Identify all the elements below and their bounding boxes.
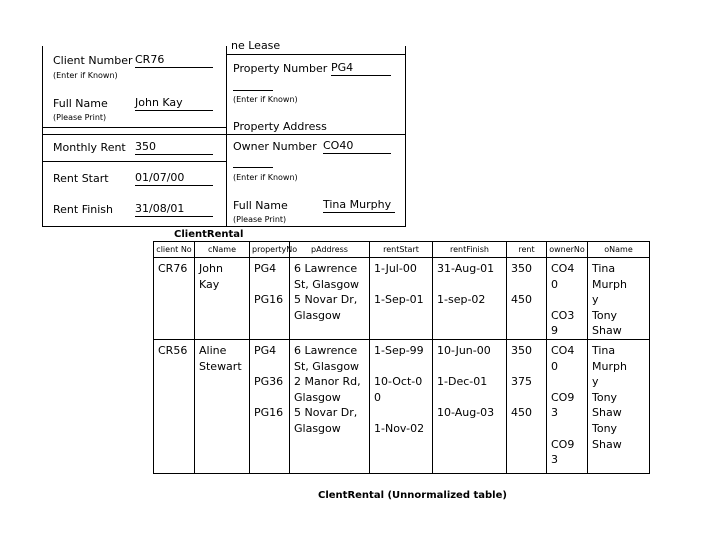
form-cut-top-text: ne Lease [231, 39, 281, 52]
owner-number-label: Owner Number [233, 140, 317, 153]
header-client-no: client No [154, 242, 195, 258]
header-rent-start: rentStart [370, 242, 433, 258]
lease-form [42, 39, 406, 227]
cell-rent-start: 1-Sep-99 10-Oct-00 1-Nov-02 [370, 339, 433, 473]
property-number-value: PG4 [331, 61, 391, 76]
cell-property-no: PG4 PG36 PG16 [250, 339, 290, 473]
form-left-divider-a [43, 127, 226, 128]
client-number-value: CR76 [135, 53, 213, 68]
owner-number-value: CO40 [323, 139, 391, 154]
cell-rent: 350 375 450 [507, 339, 547, 473]
header-property-no: propertyNo [250, 242, 290, 258]
rent-finish-value: 31/08/01 [135, 202, 213, 217]
property-address-label: Property Address [233, 120, 327, 133]
cell-rent-finish: 31-Aug-01 1-sep-02 [433, 258, 507, 340]
cell-owner-no: CO4 0 CO3 9 [547, 258, 588, 340]
table-row [154, 339, 650, 473]
monthly-rent-value: 350 [135, 140, 213, 155]
cell-rent-start: 1-Jul-00 1-Sep-01 [370, 258, 433, 340]
header-rent: rent [507, 242, 547, 258]
full-name-value: John Kay [135, 96, 213, 111]
table-caption: ClientRental [174, 229, 244, 240]
table-row [154, 258, 650, 340]
property-number-label: Property Number [233, 62, 328, 75]
cell-oname: Tina Murph y Tony Shaw Tony Shaw [588, 339, 650, 473]
cell-rent: 350 450 [507, 258, 547, 340]
cell-rent-finish: 10-Jun-00 1-Dec-01 10-Aug-03 [433, 339, 507, 473]
rent-finish-label: Rent Finish [53, 203, 114, 216]
cell-oname: Tina Murph y Tony Shaw [588, 258, 650, 340]
full-name-label: Full Name [53, 97, 108, 110]
form-left-divider-b [43, 161, 226, 162]
cell-paddress: 6 Lawrence St, Glasgow 2 Manor Rd, Glasgow 5 Novar Dr, Glasgow [290, 339, 370, 473]
header-rent-finish: rentFinish [433, 242, 507, 258]
form-column-divider [226, 46, 227, 226]
header-oname: oName [588, 242, 650, 258]
owner-full-name-hint: (Please Print) [233, 215, 287, 224]
rent-start-value: 01/07/00 [135, 171, 213, 186]
client-rental-table [153, 241, 650, 474]
property-number-hint: (Enter if Known) [233, 95, 298, 104]
header-cname: cName [195, 242, 250, 258]
bottom-caption: ClentRental (Unnormalized table) [318, 490, 507, 501]
rent-start-label: Rent Start [53, 172, 109, 185]
full-name-hint: (Please Print) [53, 113, 107, 122]
client-number-label: Client Number [53, 54, 133, 67]
owner-full-name-value: Tina Murphy [323, 198, 395, 213]
cell-cname: John Kay [195, 258, 250, 340]
cell-property-no: PG4 PG16 [250, 258, 290, 340]
header-paddress: pAddress [290, 242, 370, 258]
property-number-blank [233, 90, 273, 91]
owner-number-blank [233, 167, 273, 168]
form-right-top-line [226, 54, 405, 55]
table-header-row [154, 242, 650, 258]
cell-client-no: CR56 [154, 339, 195, 473]
cell-cname: Aline Stewart [195, 339, 250, 473]
cell-client-no: CR76 [154, 258, 195, 340]
header-owner-no: ownerNo [547, 242, 588, 258]
owner-full-name-label: Full Name [233, 199, 288, 212]
form-full-divider [43, 134, 405, 135]
client-number-hint: (Enter if Known) [53, 71, 118, 80]
cell-owner-no: CO4 0 CO9 3 CO9 3 [547, 339, 588, 473]
owner-number-hint: (Enter if Known) [233, 173, 298, 182]
cell-paddress: 6 Lawrence St, Glasgow 5 Novar Dr, Glasgow [290, 258, 370, 340]
monthly-rent-label: Monthly Rent [53, 141, 126, 154]
